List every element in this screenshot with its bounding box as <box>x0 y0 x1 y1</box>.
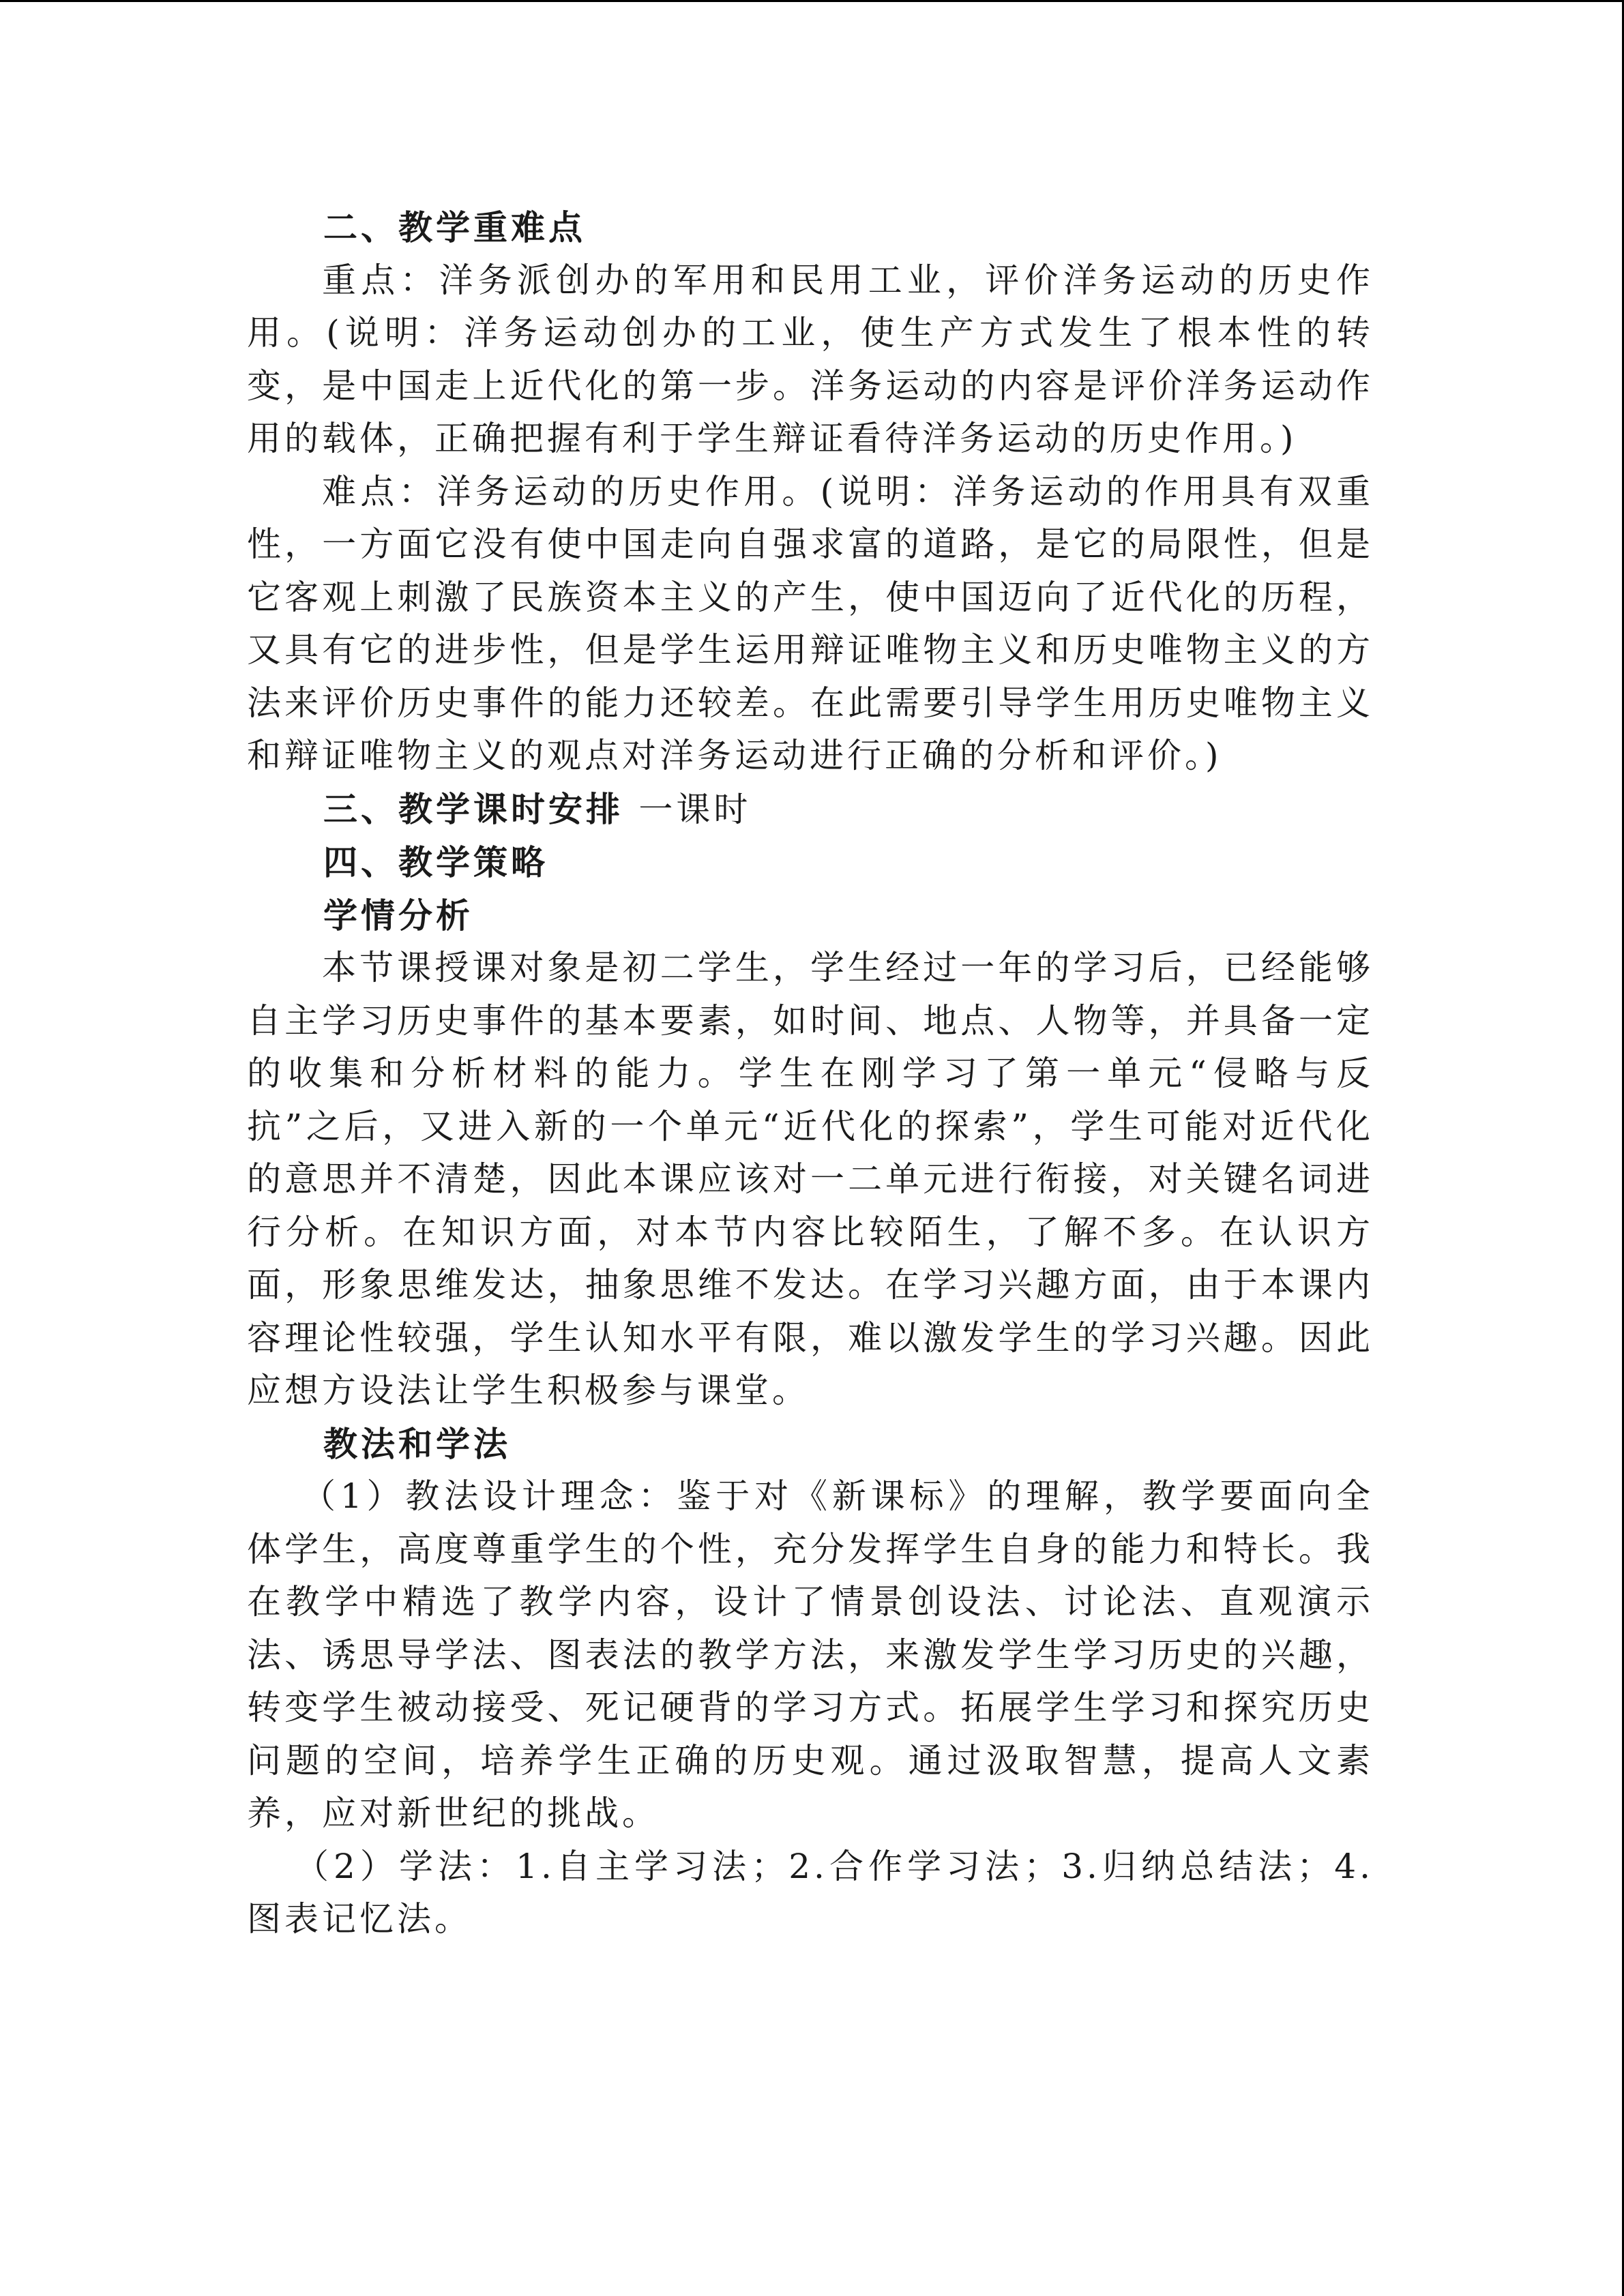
key-points-paragraph: 重点：洋务派创办的军用和民用工业，评价洋务运动的历史作用。(说明：洋务运动创办的工业，使生产方式发生了根本性的转变，是中国走上近代化的第一步。洋务运动的内容是评价洋务运动作用的载体，正确把握有利于学生辩证看待洋务运动的历史作用。) <box>247 260 1374 458</box>
section-heading-text: 三、教学课时安排 <box>323 788 623 829</box>
difficult-points-paragraph: 难点：洋务运动的历史作用。(说明：洋务运动的作用具有双重性，一方面它没有使中国走向自强求富的道路，是它的局限性，但是它客观上刺激了民族资本主义的产生，使中国迈向了近代化的历程，又具有它的进步性，但是学生运用辩证唯物主义和历史唯物主义的方法来评价历史事件的能力还较差。在此需要引导学生用历史唯物主义和辩证唯物主义的观点对洋务运动进行正确的分析和评价。) <box>247 471 1374 775</box>
section-heading-schedule <box>247 783 1374 837</box>
document-body <box>247 201 1374 1946</box>
teaching-method-paragraph: （1）教法设计理念：鉴于对《新课标》的理解，教学要面向全体学生，高度尊重学生的个性，充分发挥学生自身的能力和特长。我在教学中精选了教学内容，设计了情景创设法、讨论法、直观演示法、诱思导学法、图表法的教学方法，来激发学生学习历史的兴趣，转变学生被动接受、死记硬背的学习方式。拓展学生学习和探究历史问题的空间，培养学生正确的历史观。通过汲取智慧，提高人文素养，应对新世纪的挑战。 <box>247 1476 1374 1833</box>
section-heading-key-difficult <box>247 201 1374 254</box>
section-heading-text: 二、教学重难点 <box>323 207 586 248</box>
student-analysis-paragraph: 本节课授课对象是初二学生，学生经过一年的学习后，已经能够自主学习历史事件的基本要素，如时间、地点、人物等，并具备一定的收集和分析材料的能力。学生在刚学习了第一单元“侵略与反抗”之后，又进入新的一个单元“近代化的探索”，学生可能对近代化的意思并不清楚，因此本课应该对一二单元进行衔接，对关键名词进行分析。在知识方面，对本节内容比较陌生，了解不多。在认识方面，形象思维发达，抽象思维不发达。在学习兴趣方面，由于本课内容理论性较强，学生认知水平有限，难以激发学生的学习兴趣。因此应想方设法让学生积极参与课堂。 <box>247 948 1374 1410</box>
learning-method-paragraph: （2）学法：1.自主学习法；2.合作学习法；3.归纳总结法；4.图表记忆法。 <box>247 1846 1374 1939</box>
subheading-student-analysis <box>247 889 1374 942</box>
subheading-text: 学情分析 <box>323 895 473 936</box>
subheading-text: 教法和学法 <box>323 1423 511 1464</box>
schedule-value: 一课时 <box>638 789 752 829</box>
section-heading-strategy <box>247 836 1374 889</box>
subheading-methods <box>247 1418 1374 1471</box>
section-heading-text: 四、教学策略 <box>323 842 548 882</box>
